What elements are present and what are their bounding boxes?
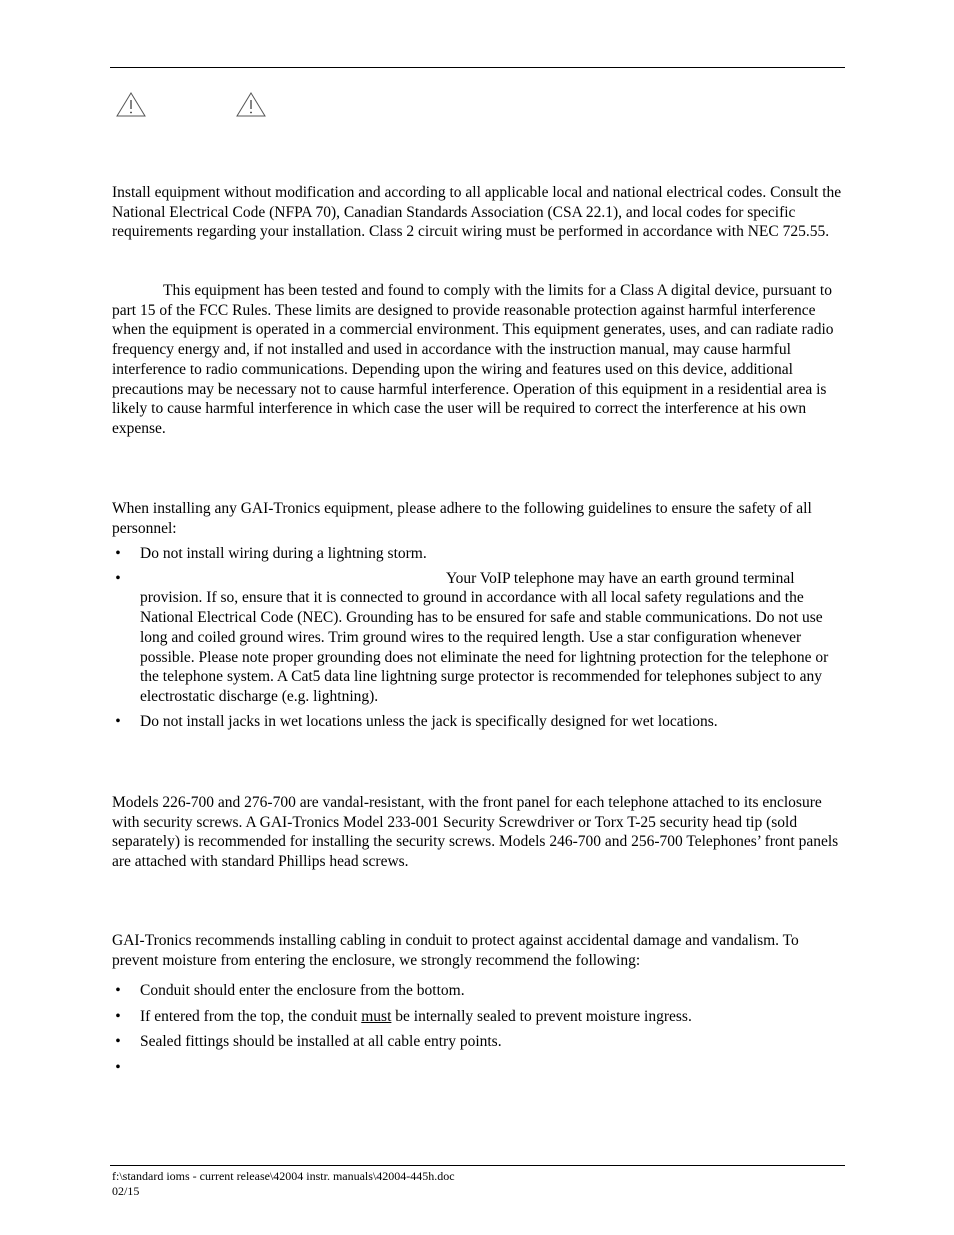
fcc-paragraph: This equipment has been tested and found to comply with the limits for a Class A digital device, pursuant to part 15 of the FCC Rules. These limits are designed to provide reasonable protection against harmful interference when the equipment is operated in a commercial environment. This equipment generates, uses, and can radiate radio frequency energy and, if not installed and used in accordance with the instruction manual, may cause harmful interference to radio communications. Depending upon the wiring and features used on this device, additional precautions may be necessary not to cause harmful interference. Operation of this equipment in a residential area is likely to cause harmful interference in which case the user will be required to correct the interference at his own expense. (112, 282, 834, 437)
bullet-text: If entered from the top, the conduit (140, 1007, 362, 1025)
bullet-text: Sealed fittings should be installed at all cable entry points. (140, 1033, 502, 1051)
codes-paragraph: Install equipment without modification and according to all applicable local and national electrical codes. Consult the National Electrical Code (NFPA 70), Canadian Standards Association (CSA 22.1), and local codes for specific requirements regarding your installation. Class 2 circuit wiring must be performed in accordance with NEC 725.55. (112, 184, 842, 241)
bullet-dot: • (115, 545, 121, 562)
warning-triangle-icon (236, 92, 266, 117)
warning-triangle-icon (116, 92, 146, 117)
bullet-dot: • (115, 1033, 121, 1051)
list-item (112, 1007, 847, 1027)
footer-rule (110, 1165, 845, 1166)
list-item (112, 1058, 847, 1078)
bullet-dot: • (115, 1059, 121, 1077)
list-item (112, 712, 847, 732)
bullet-text: Your VoIP telephone may have an earth ground terminal provision. If so, ensure that it is connected to ground in accordance with all local safety regulations and the National Electrical Code (NEC). Grounding has to be ensured for safe and stable communications. Do not use long and coiled ground wires. Trim ground wires to the required length. Use a star configuration whenever possible. Please note proper grounding does not eliminate the need for lightning protection for the telephone or the telephone system. A Cat5 data line lightning surge protector is recommended for telephones subject to any electrostatic discharge (e.g. lightning). (140, 569, 829, 705)
header-rule (110, 67, 845, 68)
bullet-dot: • (115, 712, 121, 730)
bullet-text: be internally sealed to prevent moisture ingress. (391, 1007, 692, 1025)
list-item (112, 544, 847, 564)
footer (112, 1169, 455, 1199)
bullet-dot: • (115, 982, 121, 999)
conduit-intro-paragraph: GAI-Tronics recommends installing cabling in conduit to protect against accidental damage and vandalism. To prevent moisture from entering the enclosure, we strongly recommend the following: (112, 932, 799, 969)
list-item (112, 981, 847, 1001)
list-item (112, 1032, 847, 1052)
bullet-dot: • (115, 1007, 121, 1025)
footer-file-path: f:\standard ioms - current release\42004 instr. manuals\42004-445h.doc (112, 1169, 455, 1183)
safety-intro-paragraph: When installing any GAI-Tronics equipment, please adhere to the following guidelines to ensure the safety of all personnel: (112, 500, 812, 537)
emphasis-must: must (361, 1007, 392, 1025)
list-item (112, 569, 847, 707)
footer-date: 02/15 (112, 1184, 140, 1198)
bullet-text: Do not install jacks in wet locations unless the jack is specifically designed for wet locations. (140, 712, 718, 730)
security-paragraph: Models 226-700 and 276-700 are vandal-resistant, with the front panel for each telephone attached to its enclosure with security screws. A GAI-Tronics Model 233-001 Security Screwdriver or Torx T-25 security head tip (sold separately) is recommended for installing the security screws. Models 246-700 and 256-700 Telephones’ front panels are attached with standard Phillips head screws. (112, 794, 839, 871)
bullet-dot: • (115, 569, 121, 587)
bullet-text: Conduit should enter the enclosure from the bottom. (140, 982, 465, 999)
safety-bullet-list (112, 544, 847, 731)
conduit-bullet-list (112, 981, 847, 1078)
bullet-text: Do not install wiring during a lightning storm. (140, 545, 427, 562)
